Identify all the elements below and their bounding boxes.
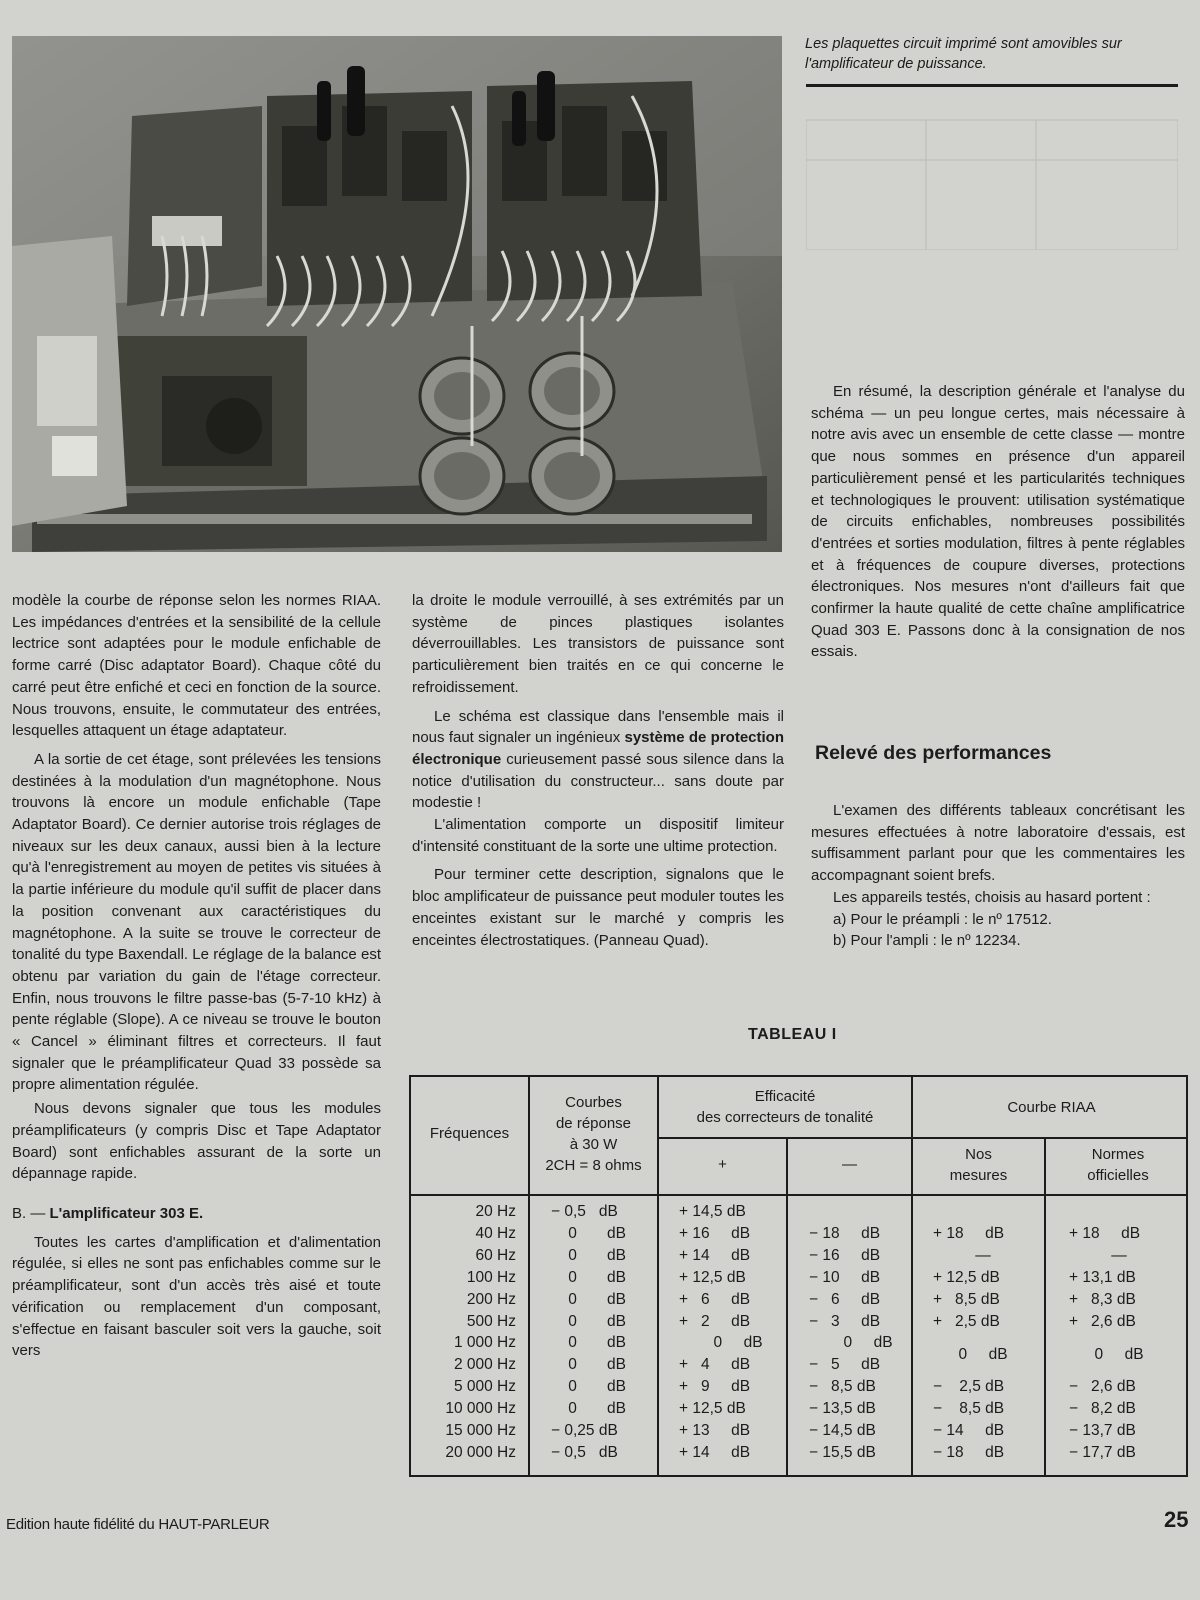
- frequency-cell: 20 000 Hz: [445, 1443, 516, 1461]
- riaa-official-cell: —: [1111, 1246, 1127, 1264]
- tone-plus-cell: + 14 dB: [679, 1443, 751, 1461]
- riaa-official-cell: + 18 dB: [1069, 1225, 1141, 1242]
- riaa-official-cell: + 8,3 dB: [1069, 1290, 1136, 1308]
- response-cell: 0 dB: [551, 1246, 626, 1264]
- header-line: des correcteurs de tonalité: [696, 1109, 874, 1126]
- header-line: 2CH = 8 ohms: [545, 1157, 642, 1174]
- response-cell: 0 dB: [551, 1312, 626, 1330]
- frequency-cell: 15 000 Hz: [445, 1422, 516, 1440]
- tone-minus-cell: − 13,5 dB: [809, 1400, 876, 1418]
- paragraph: Toutes les cartes d'amplification et d'alimentation régulée, si elles ne sont pas enfichables comme sur le préamplificateur, sont d'un accès très aisé et toute vérification ou remplacement d'un composant, s'effectue en faisant basculer soit vers la gauche, soit vers: [12, 1233, 381, 1360]
- subsection-title: L'amplificateur 303 E.: [49, 1204, 204, 1222]
- riaa-measured-cell: − 14 dB: [933, 1422, 1005, 1440]
- tone-plus-cell: + 2 dB: [679, 1312, 751, 1330]
- table-title: TABLEAU I: [748, 1026, 837, 1043]
- paragraph: Pour terminer cette description, signalons que le bloc amplificateur de puissance peut moduler toutes les enceintes existant sur le marché y compris les enceintes électrostatiques. (Panneau Quad).: [412, 866, 784, 949]
- tone-plus-cell: + 12,5 dB: [679, 1268, 746, 1286]
- header-frequencies: Fréquences: [429, 1125, 510, 1142]
- riaa-measured-cell: + 8,5 dB: [933, 1290, 1000, 1308]
- riaa-official-cell: + 13,1 dB: [1069, 1268, 1136, 1286]
- list-item: b) Pour l'ampli : le nº 12234.: [833, 932, 1021, 950]
- row-rule: [411, 1194, 1186, 1196]
- paragraph: modèle la courbe de réponse selon les normes RIAA. Les impédances d'entrées et la sensibilité de la cellule lectrice sont adaptées pour le module enfichable de forme carré (Disc adaptator Board). Chaque côté du carré peut être enfiché et ceci en fonction de la source. Nous trouvons, ensuite, le commutateur des entrées, lesquelles attaquent un étage adaptateur.: [12, 592, 381, 740]
- frequency-column: [411, 1201, 516, 1464]
- riaa-measured-cell: 0 dB: [958, 1345, 1008, 1363]
- response-cell: 0 dB: [551, 1400, 626, 1418]
- riaa-measured-cell: − 18 dB: [933, 1444, 1005, 1462]
- response-cell: 0 dB: [551, 1268, 626, 1286]
- header-plus: +: [718, 1156, 727, 1173]
- frequency-cell: 200 Hz: [466, 1290, 516, 1308]
- riaa-measured-cell: + 12,5 dB: [933, 1268, 1000, 1286]
- frequency-cell: 5 000 Hz: [453, 1378, 516, 1396]
- tone-minus-cell: − 18 dB: [809, 1224, 881, 1242]
- header-riaa: Courbe RIAA: [1007, 1099, 1096, 1116]
- header-response: [530, 1092, 657, 1176]
- header-line: de réponse: [555, 1115, 632, 1132]
- text-column-3-lower: [811, 800, 1185, 952]
- riaa-measured-cell: + 18 dB: [933, 1225, 1005, 1242]
- amplifier-internal-illustration: [12, 36, 782, 552]
- tone-plus-cell: + 9 dB: [679, 1378, 751, 1396]
- riaa-official-cell: − 2,6 dB: [1069, 1378, 1136, 1396]
- tone-plus-cell: + 13 dB: [679, 1422, 751, 1440]
- section-heading: Relevé des performances: [815, 742, 1052, 764]
- subsection-prefix: B. —: [12, 1204, 50, 1222]
- tone-minus-cell: − 8,5 dB: [809, 1378, 876, 1396]
- paragraph: Les appareils testés, choisis au hasard portent :: [833, 888, 1151, 906]
- riaa-official-column: [1069, 1223, 1169, 1464]
- paragraph: L'alimentation comporte un dispositif limiteur d'intensité constituant de la sorte une ultime protection.: [412, 816, 784, 855]
- response-cell: 0 dB: [551, 1378, 626, 1396]
- tone-minus-cell: [809, 1201, 893, 1223]
- riaa-measured-cell: —: [975, 1246, 991, 1264]
- tone-minus-cell: 0 dB: [809, 1334, 893, 1352]
- text-column-3: [811, 381, 1185, 663]
- paragraph: L'examen des différents tableaux concrétisant les mesures effectuées à notre laboratoire d'essais, est suffisamment parlant pour que les commentaires les accompagnant soient brefs.: [811, 802, 1185, 885]
- paragraph-text: curieusement passé sous silence dans la notice d'utilisation du constructeur... sans doute par modestie !: [412, 750, 784, 812]
- tone-plus-cell: + 14,5 dB: [679, 1203, 746, 1220]
- riaa-measured-cell: + 2,5 dB: [933, 1312, 1000, 1330]
- header-line: officielles: [1087, 1167, 1149, 1184]
- show-through-ghost-table: [806, 100, 1178, 250]
- amplifier-photo: [12, 36, 782, 552]
- column-rule: [786, 1137, 788, 1475]
- header-minus: —: [842, 1156, 857, 1173]
- riaa-official-cell: + 2,6 dB: [1069, 1312, 1136, 1330]
- riaa-measured-column: [933, 1223, 1033, 1464]
- header-line: à 30 W: [569, 1136, 618, 1153]
- header-our-measures: [913, 1144, 1044, 1186]
- tone-plus-cell: + 14 dB: [679, 1246, 751, 1264]
- riaa-official-cell: − 17,7 dB: [1069, 1444, 1136, 1462]
- paragraph: la droite le module verrouillé, à ses extrémités par un système de pinces plastiques isolantes déverrouillables. Les transistors de puissance sont particulièrement bien traités en ce qui concerne le refroidissement.: [412, 592, 784, 696]
- tone-minus-cell: − 16 dB: [809, 1246, 881, 1264]
- tone-plus-column: [679, 1201, 763, 1464]
- riaa-official-cell: − 13,7 dB: [1069, 1422, 1136, 1440]
- tone-minus-cell: − 3 dB: [809, 1312, 881, 1330]
- header-line: Efficacité: [754, 1088, 816, 1105]
- paragraph: En résumé, la description générale et l'analyse du schéma — un peu longue certes, mais nécessaire à notre avis avec un ensemble de cette classe — montre que nous sommes en présence d'un appareil particulièrement pensé et les particularités techniques et technologiques le prouvent: utilisation systématique de circuits enfichables, nombreuses possibilités d'entrées et sorties modulation, filtres à pente réglables et à fréquences de coupure diverses, protections électroniques. Nos mesures n'ont d'ailleurs fait que confirmer la haute qualité de cette chaîne amplificatrice Quad 303 E. Passons donc à la consignation de nos essais.: [811, 383, 1185, 661]
- riaa-measured-cell: − 2,5 dB: [933, 1378, 1005, 1396]
- response-cell: 0 dB: [551, 1290, 626, 1308]
- photo-caption: Les plaquettes circuit imprimé sont amovibles sur l'amplificateur de puissance.: [805, 36, 1122, 72]
- footer-publication: Edition haute fidélité du HAUT-PARLEUR: [6, 1516, 270, 1533]
- frequency-cell: 500 Hz: [466, 1312, 516, 1330]
- tone-minus-cell: − 14,5 dB: [809, 1422, 876, 1440]
- tone-minus-column: [809, 1201, 893, 1464]
- frequency-cell: 100 Hz: [466, 1268, 516, 1286]
- tone-plus-cell: + 16 dB: [679, 1224, 751, 1242]
- caption-rule: [806, 84, 1178, 87]
- tone-minus-cell: − 15,5 dB: [809, 1443, 876, 1461]
- emphasis: système de protection électronique: [412, 729, 784, 768]
- response-cell: − 0,5 dB: [551, 1203, 618, 1220]
- header-line: mesures: [949, 1167, 1008, 1184]
- header-efficiency: [659, 1086, 911, 1128]
- tone-minus-cell: − 10 dB: [809, 1268, 881, 1286]
- paragraph: Nous devons signaler que tous les modules préamplificateurs (y compris Disc et Tape Adaptator Board) sont enfichables assurant de la sorte un dépannage rapide.: [12, 1100, 381, 1183]
- header-line: Nos: [965, 1146, 992, 1163]
- column-rule: [1044, 1137, 1046, 1475]
- tone-plus-cell: + 4 dB: [679, 1356, 751, 1374]
- response-cell: − 0,5 dB: [551, 1443, 618, 1461]
- response-cell: 0 dB: [551, 1356, 626, 1374]
- row-rule: [657, 1137, 1186, 1139]
- tone-minus-cell: − 6 dB: [809, 1290, 881, 1308]
- frequency-cell: 60 Hz: [475, 1246, 516, 1264]
- riaa-official-cell: − 8,2 dB: [1069, 1400, 1136, 1418]
- paragraph: [412, 706, 784, 815]
- riaa-official-cell: 0 dB: [1094, 1345, 1144, 1363]
- tone-plus-cell: + 12,5 dB: [679, 1400, 746, 1418]
- header-line: Courbes: [565, 1094, 622, 1111]
- frequency-cell: 20 Hz: [475, 1203, 516, 1220]
- measurements-table: [409, 1075, 1188, 1477]
- header-line: Normes: [1091, 1146, 1145, 1163]
- page-number: 25: [1164, 1507, 1189, 1532]
- response-cell: 0 dB: [551, 1224, 626, 1242]
- paragraph: A la sortie de cet étage, sont prélevées les tensions destinées à la modulation d'un magnétophone. Nous trouvons là encore un module enfichable (Tape Adaptator Board). Ce dernier autorise trois réglages de niveaux sur les deux canaux, aussi bien à la lecture qu'à l'enregistrement au moyen de petites vis situées à la partie inférieure du module qu'il suffit de placer dans la position convenant aux caractéristiques du magnétophone. A la suite se trouve le correcteur de tonalité du type Baxendall. Le réglage de la balance est obtenu par variation du gain de l'étage correcteur. Enfin, nous trouvons le filtre passe-bas (5-7-10 kHz) à pente réglable (Slope). A ce niveau se trouve le bouton « Cancel » éliminant filtres et correcteurs. Il faut signaler que le préamplificateur Quad 33 possède sa propre alimentation régulée.: [12, 750, 381, 1094]
- response-column: [551, 1201, 626, 1464]
- tone-minus-cell: − 5 dB: [809, 1356, 881, 1374]
- response-cell: 0 dB: [551, 1334, 626, 1352]
- riaa-measured-cell: − 8,5 dB: [933, 1400, 1005, 1418]
- list-item: a) Pour le préampli : le nº 17512.: [833, 910, 1052, 928]
- text-column-2: [412, 590, 784, 951]
- frequency-cell: 10 000 Hz: [445, 1400, 516, 1418]
- tone-plus-cell: + 6 dB: [679, 1290, 751, 1308]
- frequency-cell: 2 000 Hz: [453, 1356, 516, 1374]
- subsection-heading: [12, 1203, 381, 1225]
- header-official-norms: [1046, 1144, 1190, 1186]
- frequency-cell: 40 Hz: [475, 1224, 516, 1242]
- text-column-1: [12, 590, 381, 1362]
- tone-plus-cell: 0 dB: [679, 1334, 763, 1352]
- frequency-cell: 1 000 Hz: [453, 1334, 516, 1352]
- response-cell: − 0,25 dB: [551, 1422, 618, 1440]
- paragraph-text: Le schéma est classique dans l'ensemble mais il nous faut signaler un ingénieux: [412, 707, 784, 747]
